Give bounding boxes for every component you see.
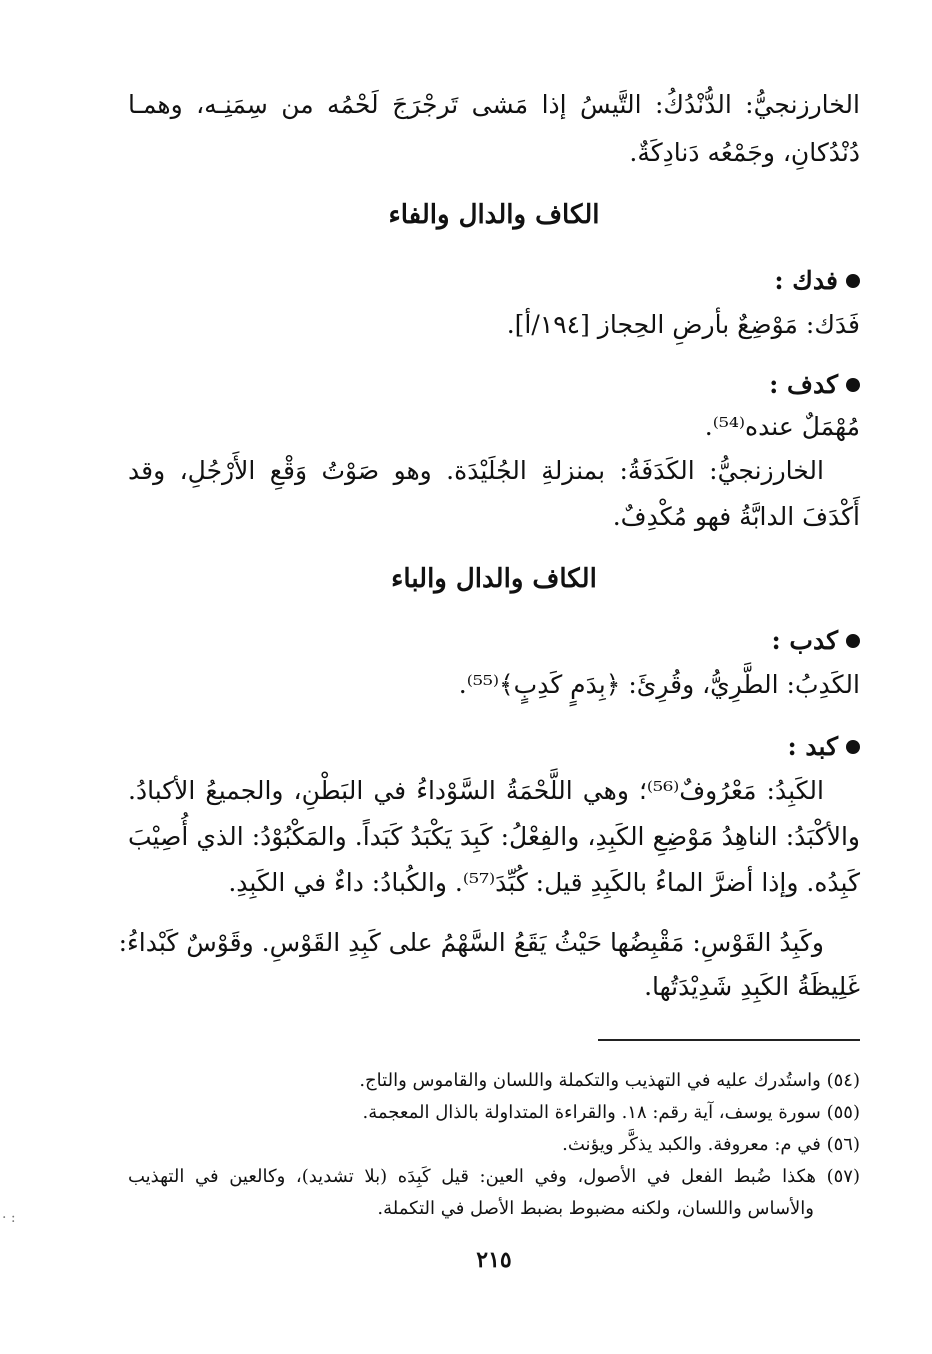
entry-text-kabid-1: الكَبِدُ: مَعْرُوفٌ⁽⁵⁶⁾؛ وهي اللَّحْمَةُ السَّوْداءُ في البَطْنِ، والجميعُ الأكبادُ.: [128, 776, 824, 805]
entry-head-label: فدك :: [774, 266, 838, 295]
intro-line-2: دُنْدُكانِ، وجَمْعُه دَنادِكَةٌ.: [629, 138, 860, 167]
footnote-57-continued: والأساس واللسان، ولكنه مضبوط بضبط الأصل في التكملة.: [377, 1198, 814, 1219]
footnote-54: (٥٤) واستُدرك عليه في التهذيب والتكملة واللسان والقاموس والتاج.: [359, 1070, 860, 1091]
footnote-55: (٥٥) سورة يوسف، آية رقم: ١٨. والقراءة المتداولة بالذال المعجمة.: [362, 1102, 860, 1123]
entry-text-kadaf-1: مُهْمَلٌ عنده⁽⁵⁴⁾.: [704, 412, 860, 441]
entry-text-kabid-5: غَلِيظَةُ الكَبِدِ شَدِيْدَتُها.: [644, 972, 860, 1001]
entry-text-fadak: فَدَك: مَوْضِعٌ بأرضِ الحِجاز [١٩٤/أ].: [506, 310, 860, 339]
entry-text-kabid-4: وكَبِدُ القَوْسِ: مَقْبِضُها حَيْثُ يَقَعُ السَّهْمُ على كَبِدِ القَوْسِ. وقَوْسٌ كَبْداءُ:: [118, 928, 824, 957]
bullet-icon: [846, 634, 860, 648]
entry-head-fadak: [774, 264, 860, 298]
margin-mark: : ·: [2, 1210, 16, 1226]
entry-text-kadab: الكَدِبُ: الطَّرِيُّ، وقُرِئَ: ﴿بِدَمٍ كَدِبٍ﴾⁽⁵⁵⁾.: [458, 670, 860, 699]
footnote-56: (٥٦) في م: معروفة. والكبد يذكَّر ويؤنث.: [562, 1134, 860, 1155]
entry-text-kabid-3: كَبِدُه. وإذا أضرَّ الماءُ بالكَبِدِ قيل: كُبِّدَ⁽⁵⁷⁾. والكُبادُ: داءٌ في الكَبِدِ.: [228, 868, 860, 897]
page-number: ٢١٥: [476, 1247, 512, 1273]
entry-head-label: كبد :: [787, 732, 838, 761]
intro-line-1: الخارزنجيُّ: الدُّنْدُكُ: التَّيسُ إذا مَشى تَرجْرَجَ لَحْمُه من سِمَنِـه، وهمـا: [128, 90, 860, 119]
entry-text-kadaf-3: أَكْدَفَ الدابَّةُ فهو مُكْدِفٌ.: [612, 502, 860, 531]
entry-head-label: كدب :: [771, 626, 838, 655]
entry-head-kadab: [772, 624, 861, 658]
entry-text-kabid-2: والأكْبَدُ: الناهِدُ مَوْضِعِ الكَبِدِ، والفِعْلُ: كَبِدَ يَكْبَدُ كَبَداً. والمَكْبُوْدُ: الذي أُصِيْبَ: [128, 822, 860, 851]
bullet-icon: [846, 274, 860, 288]
section-heading-kaf-dal-fa: الكاف والدال والفاء: [388, 200, 600, 230]
footnote-57: (٥٧) هكذا ضُبط الفعل في الأصول، وفي العين: قيل كَبِدَه (بلا تشديد)، وكالعين في التهذيب: [128, 1166, 860, 1187]
entry-text-kadaf-2: الخارزنجيُّ: الكَدَفَةُ: بمنزلةِ الجُلَيْدَة. وهو صَوْتُ وَقْعِ الأَرْجُلِ، وقد: [128, 456, 824, 485]
bullet-icon: [846, 378, 860, 392]
bullet-icon: [846, 740, 860, 754]
section-heading-kaf-dal-ba: الكاف والدال والباء: [391, 564, 597, 594]
footnote-divider: [598, 1039, 860, 1041]
entry-head-kadaf: [769, 368, 860, 402]
document-page: [118, 0, 860, 1354]
entry-head-label: كدف :: [769, 370, 838, 399]
entry-head-kabid: [787, 730, 860, 764]
